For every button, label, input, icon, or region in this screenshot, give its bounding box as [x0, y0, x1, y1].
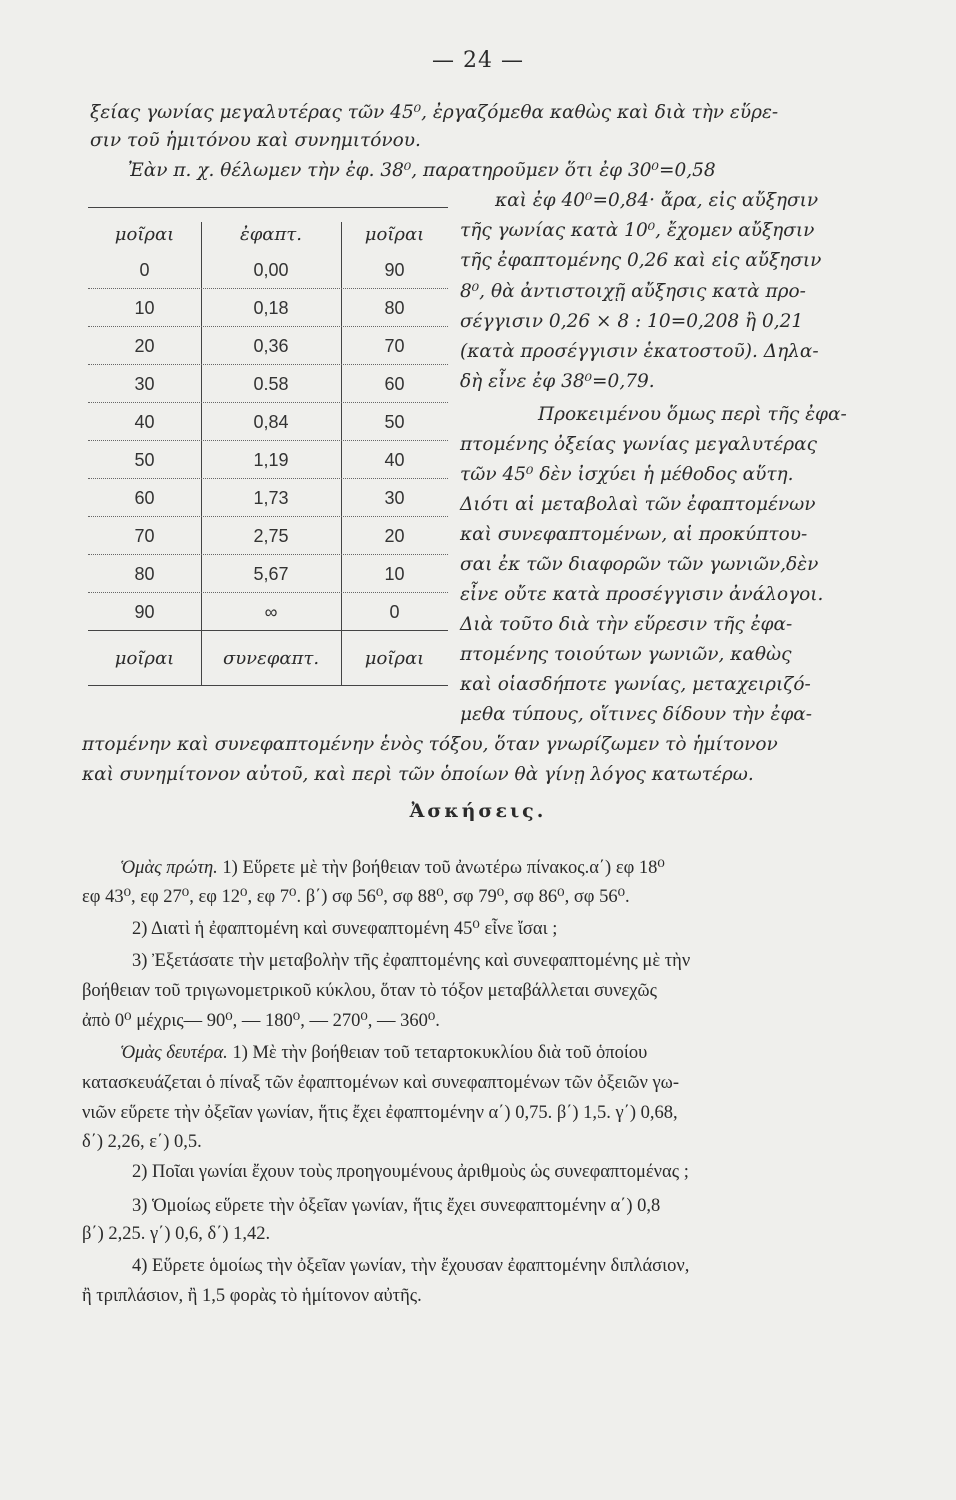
exercise-text: 1) Εὕρετε μὲ τὴν βοήθειαν τοῦ ἀνωτέρω πίνακος.α΄) εφ 18⁰: [222, 858, 665, 878]
exercise-group-2-line-8: 4) Εὕρετε ὁμοίως τὴν ὀξεῖαν γωνίαν, τὴν ἔχουσαν ἐφαπτομένην διπλάσιον,: [132, 1256, 690, 1276]
exercise-group-1-line-1: [120, 857, 665, 879]
table-cell: 60: [384, 374, 405, 394]
table-cell: 30: [134, 374, 155, 394]
table-cell: 60: [134, 488, 155, 508]
table-footer-degrees: μοῖραι: [114, 648, 175, 669]
exercise-group-2-line-5: 2) Ποῖαι γωνίαι ἔχουν τοὺς προηγουμένους ἀριθμοὺς ὡς συνεφαπτομένας ;: [132, 1162, 689, 1182]
right-line-2: τῆς γωνίας κατὰ 10⁰, ἔχομεν αὔξησιν: [460, 220, 815, 241]
right-line-12: καὶ συνεφαπτομένων, αἱ προκύπτου-: [460, 524, 808, 545]
table-row: [88, 326, 448, 365]
right-line-16: πτομένης τοιούτων γωνιῶν, καθὼς: [460, 644, 792, 665]
right-line-15: Διὰ τοῦτο διὰ τὴν εὕρεσιν τῆς ἐφα-: [460, 614, 793, 635]
intro-line-2: σιν τοῦ ἡμιτόνου καὶ συνημιτόνου.: [90, 130, 421, 151]
right-line-11: Διότι αἱ μεταβολαὶ τῶν ἐφαπτομένων: [460, 494, 816, 515]
table-cell: 30: [384, 488, 405, 508]
table-cell: 1,19: [253, 450, 289, 470]
table-cell: 40: [384, 450, 405, 470]
exercise-group-1-line-5: βοήθειαν τοῦ τριγωνομετρικοῦ κύκλου, ὅταν τὸ τόξον μεταβάλλεται συνεχῶς: [82, 981, 657, 1001]
table-cell: 80: [134, 564, 155, 584]
right-line-14: εἶνε οὔτε κατὰ προσέγγισιν ἀνάλογοι.: [460, 584, 824, 605]
table-cell: 50: [134, 450, 155, 470]
exercise-group-1-line-2: εφ 43⁰, εφ 27⁰, εφ 12⁰, εφ 7⁰. β΄) σφ 56⁰, σφ 88⁰, σφ 79⁰, σφ 86⁰, σφ 56⁰.: [82, 887, 630, 907]
right-line-1: καὶ ἐφ 40⁰=0,84· ἄρα, εἰς αὔξησιν: [495, 190, 819, 211]
table-cell: 0,18: [253, 298, 289, 318]
exercise-group-2-line-6: 3) Ὁμοίως εὕρετε τὴν ὀξεῖαν γωνίαν, ἥτις ἔχει συνεφαπτομένην α΄) 0,8: [132, 1196, 661, 1216]
exercise-group-2-line-3: νιῶν εὕρετε τὴν ὀξεῖαν γωνίαν, ἥτις ἔχει ἐφαπτομένην α΄) 0,75. β΄) 1,5. γ΄) 0,68,: [82, 1103, 678, 1123]
closing-line-2: καὶ συνημίτονον αὐτοῦ, καὶ περὶ τῶν ὁποίων θὰ γίνῃ λόγος κατωτέρω.: [82, 764, 754, 785]
exercise-group-2-line-4: δ΄) 2,26, ε΄) 0,5.: [82, 1132, 202, 1152]
table-cell: 1,73: [253, 488, 289, 508]
table-header-degrees: μοῖραι: [114, 224, 175, 245]
table-cell: 0,84: [253, 412, 289, 432]
right-line-10: τῶν 45⁰ δὲν ἰσχύει ἡ μέθοδος αὕτη.: [460, 464, 794, 485]
table-cell: 10: [134, 298, 155, 318]
right-line-4: 8⁰, θὰ ἀντιστοιχῇ αὔξησις κατὰ προ-: [460, 281, 806, 302]
table-cell: 0: [389, 602, 400, 622]
table-row: [88, 402, 448, 441]
right-line-13: σαι ἐκ τῶν διαφορῶν τῶν γωνιῶν,δὲν: [460, 554, 819, 575]
table-cell: ∞: [264, 602, 278, 622]
table-cell: 50: [384, 412, 405, 432]
exercise-group-2-line-9: ἢ τριπλάσιον, ἢ 1,5 φορὰς τὸ ἡμίτονον αὐτῆς.: [82, 1286, 422, 1306]
table-row: [88, 554, 448, 593]
table-row: [88, 478, 448, 517]
table-cell: 70: [384, 336, 405, 356]
table-cell: 20: [384, 526, 405, 546]
right-line-9: πτομένης ὀξείας γωνίας μεγαλυτέρας: [460, 434, 818, 455]
table-row: [88, 440, 448, 479]
right-line-17: καὶ οἱασδήποτε γωνίας, μεταχειριζό-: [460, 674, 811, 695]
right-line-5: σέγγισιν 0,26 × 8 : 10=0,208 ἢ 0,21: [460, 311, 804, 332]
table-cell: 40: [134, 412, 155, 432]
table-cell: 20: [134, 336, 155, 356]
table-header-tangent: ἐφαπτ.: [240, 224, 302, 245]
table-cell: 2,75: [253, 526, 289, 546]
page-number: — 24 —: [432, 48, 524, 73]
table-cell: 10: [384, 564, 405, 584]
closing-line-1: πτομένην καὶ συνεφαπτομένην ἑνὸς τόξου, ὅταν γνωρίζωμεν τὸ ἡμίτονον: [82, 734, 778, 755]
exercise-group-1-line-3: 2) Διατὶ ἡ ἐφαπτομένη καὶ συνεφαπτομένη 45⁰ εἶνε ἴσαι ;: [132, 919, 558, 939]
exercise-group-1-line-4: 3) Ἐξετάσατε τὴν μεταβολὴν τῆς ἐφαπτομένης καὶ συνεφαπτομένης μὲ τὴν: [132, 951, 691, 971]
table-row: [88, 250, 448, 289]
right-line-3: τῆς ἐφαπτομένης 0,26 καὶ εἰς αὔξησιν: [460, 250, 822, 271]
table-cell: 5,67: [253, 564, 289, 584]
exercise-group-1-line-6: ἀπὸ 0⁰ μέχρις— 90⁰, — 180⁰, — 270⁰, — 360⁰.: [82, 1011, 440, 1031]
table-footer-degrees: μοῖραι: [364, 648, 425, 669]
intro-line-3: Ἐὰν π. χ. θέλωμεν τὴν ἐφ. 38⁰, παρατηροῦμεν ὅτι ἐφ 30⁰=0,58: [128, 160, 716, 181]
intro-line-1: ξείας γωνίας μεγαλυτέρας τῶν 45⁰, ἐργαζόμεθα καθὼς καὶ διὰ τὴν εὕρε-: [90, 102, 779, 123]
table-row: [88, 592, 448, 631]
table-footer-cotangent: συνεφαπτ.: [222, 648, 320, 669]
table-row: [88, 516, 448, 555]
right-line-7: δὴ εἶνε ἐφ 38⁰=0,79.: [460, 371, 655, 392]
table-row: [88, 288, 448, 327]
table-cell: 0,00: [253, 260, 289, 280]
tangent-table: [88, 207, 448, 686]
exercise-group-2-label: Ὁμὰς δευτέρα.: [120, 1043, 228, 1063]
table-header-degrees: μοῖραι: [364, 224, 425, 245]
exercise-group-2-line-2: κατασκευάζεται ὁ πίναξ τῶν ἐφαπτομένων καὶ συνεφαπτομένων τῶν ὀξειῶν γω-: [82, 1073, 680, 1093]
right-line-6: (κατὰ προσέγγισιν ἑκατοστοῦ). Δηλα-: [460, 341, 819, 362]
table-cell: 0: [139, 260, 150, 280]
table-cell: 70: [134, 526, 155, 546]
exercise-group-1-label: Ὁμὰς πρώτη.: [120, 858, 218, 878]
table-cell: 90: [134, 602, 155, 622]
exercise-group-2-line-7: β΄) 2,25. γ΄) 0,6, δ΄) 1,42.: [82, 1224, 271, 1244]
right-line-8: Προκειμένου ὅμως περὶ τῆς ἐφα-: [538, 404, 847, 425]
right-line-18: μεθα τύπους, οἵτινες δίδουν τὴν ἐφα-: [460, 704, 813, 725]
exercises-heading: Ἀσκήσεις.: [409, 800, 547, 822]
table-row: [88, 364, 448, 403]
exercise-group-2-line-1: [120, 1043, 647, 1064]
table-cell: 0,36: [253, 336, 289, 356]
table-cell: 0.58: [253, 374, 289, 394]
table-cell: 80: [384, 298, 405, 318]
table-cell: 90: [384, 260, 405, 280]
exercise-text: 1) Μὲ τὴν βοήθειαν τοῦ τεταρτοκυκλίου διὰ τοῦ ὁποίου: [232, 1043, 648, 1063]
